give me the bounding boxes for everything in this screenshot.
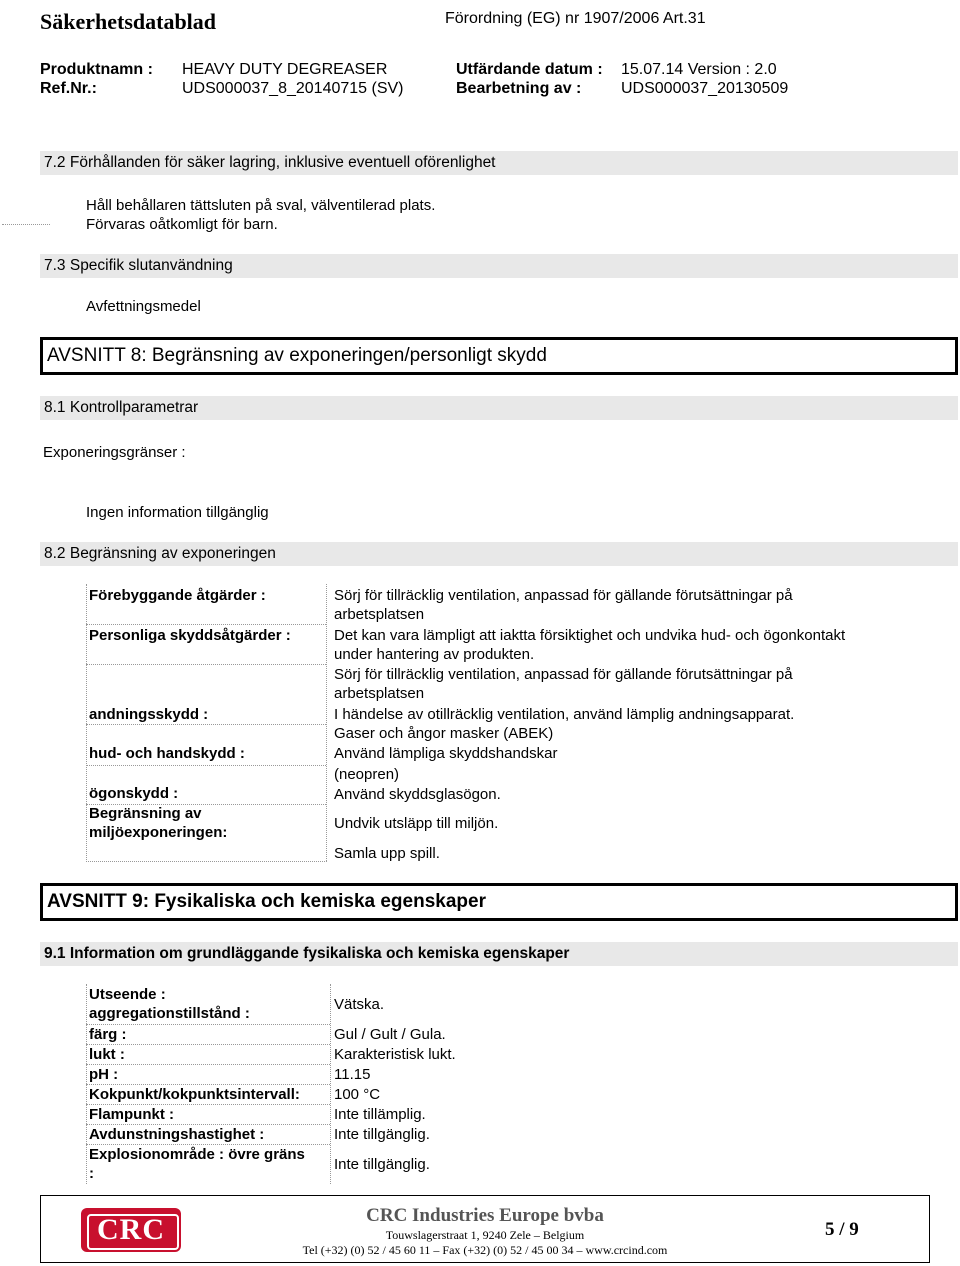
row-divider [86, 724, 326, 725]
prevent-measures-value-1: Sörj för tillräcklig ventilation, anpassad för gällande förutsättningar på [334, 587, 793, 604]
column-divider [326, 584, 327, 861]
divider [2, 224, 50, 225]
row-divider [86, 1024, 330, 1025]
row-divider [86, 664, 326, 665]
boiling-point-label: Kokpunkt/kokpunktsintervall: [89, 1086, 300, 1103]
end-use-text: Avfettningsmedel [86, 298, 201, 315]
section-9-header [40, 883, 958, 921]
row-divider [86, 1084, 330, 1085]
appearance-label-1: Utseende : [89, 986, 166, 1003]
hand-protection-label: hud- och handskydd : [89, 745, 245, 762]
subsection-8-1-bar [40, 396, 958, 420]
environment-value-2: Samla upp spill. [334, 845, 440, 862]
company-address: Touwslagerstraat 1, 9240 Zele – Belgium [385, 1228, 585, 1242]
page-footer [40, 1195, 930, 1263]
edit-label: Bearbetning av : [456, 80, 582, 97]
breathing-protection-value-1: I händelse av otillräcklig ventilation, använd lämplig andningsapparat. [334, 706, 795, 723]
breathing-protection-label: andningsskydd : [89, 706, 209, 723]
crc-logo-text: CRC [97, 1213, 165, 1246]
section-8-title: AVSNITT 8: Begränsning av exponeringen/personligt skydd [47, 345, 547, 366]
row-divider [86, 1104, 330, 1105]
exposure-limits-value: Ingen information tillgänglig [86, 504, 269, 521]
ph-label: pH : [89, 1066, 119, 1083]
explosion-limit-label-2: : [89, 1165, 94, 1182]
exposure-limits-label: Exponeringsgränser : [43, 444, 186, 461]
environment-value-1: Undvik utsläpp till miljön. [334, 815, 499, 832]
issue-date-label: Utfärdande datum : [456, 61, 603, 78]
personal-protection-value-3: Sörj för tillräcklig ventilation, anpassad för gällande förutsättningar på [334, 666, 793, 683]
evaporation-rate-value: Inte tillgänglig. [334, 1126, 430, 1143]
issue-date-value: 15.07.14 Version : 2.0 [621, 61, 777, 78]
eye-protection-value: Använd skyddsglasögon. [334, 786, 501, 803]
environment-label-2: miljöexponeringen: [89, 824, 228, 841]
section-8-header [40, 337, 958, 375]
document-title: Säkerhetsdatablad [40, 9, 217, 34]
subsection-8-2-bar [40, 542, 958, 566]
prevent-measures-label: Förebyggande åtgärder : [89, 587, 266, 604]
explosion-limit-value: Inte tillgänglig. [334, 1156, 430, 1173]
page-number: 5 / 9 [825, 1219, 859, 1240]
personal-protection-value-1: Det kan vara lämpligt att iaktta försiktighet och undvika hud- och ögonkontakt [334, 627, 846, 644]
personal-protection-value-2: under hantering av produkten. [334, 646, 535, 663]
eye-protection-label: ögonskydd : [89, 785, 179, 802]
color-value: Gul / Gult / Gula. [334, 1026, 446, 1043]
product-name-value: HEAVY DUTY DEGREASER [182, 61, 388, 78]
storage-text-1: Håll behållaren tättsluten på sval, välventilerad plats. [86, 197, 436, 214]
subsection-8-1-heading: 8.1 Kontrollparametrar [44, 399, 199, 416]
prevent-measures-value-2: arbetsplatsen [334, 606, 425, 623]
row-divider [86, 1124, 330, 1125]
color-label: färg : [89, 1026, 127, 1043]
section-9-title: AVSNITT 9: Fysikaliska och kemiska egenskaper [47, 891, 486, 912]
subsection-7-2-bar [40, 151, 958, 175]
appearance-value: Vätska. [334, 996, 385, 1013]
row-divider [86, 1064, 330, 1065]
row-divider [86, 1144, 330, 1145]
flash-point-label: Flampunkt : [89, 1106, 174, 1123]
breathing-protection-value-2: Gaser och ångor masker (ABEK) [334, 725, 554, 742]
regulation-reference: Förordning (EG) nr 1907/2006 Art.31 [445, 10, 706, 27]
ref-number-value: UDS000037_8_20140715 (SV) [182, 80, 404, 97]
subsection-7-2-heading: 7.2 Förhållanden för säker lagring, inklusive eventuell oförenlighet [44, 154, 496, 171]
hand-protection-value-1: Använd lämpliga skyddshandskar [334, 745, 558, 762]
flash-point-value: Inte tillämplig. [334, 1106, 426, 1123]
subsection-7-3-heading: 7.3 Specifik slutanvändning [44, 257, 233, 274]
odor-value: Karakteristisk lukt. [334, 1046, 456, 1063]
explosion-limit-label-1: Explosionområde : övre gräns [89, 1146, 305, 1163]
company-contact: Tel (+32) (0) 52 / 45 60 11 – Fax (+32) (0) 52 / 45 00 34 – www.crcind.com [302, 1243, 668, 1257]
subsection-8-2-heading: 8.2 Begränsning av exponeringen [44, 545, 276, 562]
ph-value: 11.15 [334, 1066, 371, 1083]
evaporation-rate-label: Avdunstningshastighet : [89, 1126, 265, 1143]
ref-number-label: Ref.Nr.: [40, 80, 97, 97]
row-divider [86, 765, 326, 766]
subsection-7-3-bar [40, 254, 958, 278]
personal-protection-label: Personliga skyddsåtgärder : [89, 627, 291, 644]
odor-label: lukt : [89, 1046, 125, 1063]
product-name-label: Produktnamn : [40, 61, 153, 78]
hand-protection-value-2: (neopren) [334, 766, 400, 783]
boiling-point-value: 100 °C [334, 1086, 381, 1103]
row-divider [86, 624, 326, 625]
edit-value: UDS000037_20130509 [621, 80, 789, 97]
subsection-9-1-bar [40, 942, 958, 966]
appearance-label-2: aggregationstillstånd : [89, 1005, 250, 1022]
company-name: CRC Industries Europe bvba [366, 1205, 604, 1226]
row-divider [86, 1044, 330, 1045]
environment-label-1: Begränsning av [89, 805, 202, 822]
column-divider [330, 984, 331, 1184]
storage-text-2: Förvaras oåtkomligt för barn. [86, 216, 278, 233]
subsection-9-1-heading: 9.1 Information om grundläggande fysikaliska och kemiska egenskaper [44, 945, 570, 962]
personal-protection-value-4: arbetsplatsen [334, 685, 425, 702]
